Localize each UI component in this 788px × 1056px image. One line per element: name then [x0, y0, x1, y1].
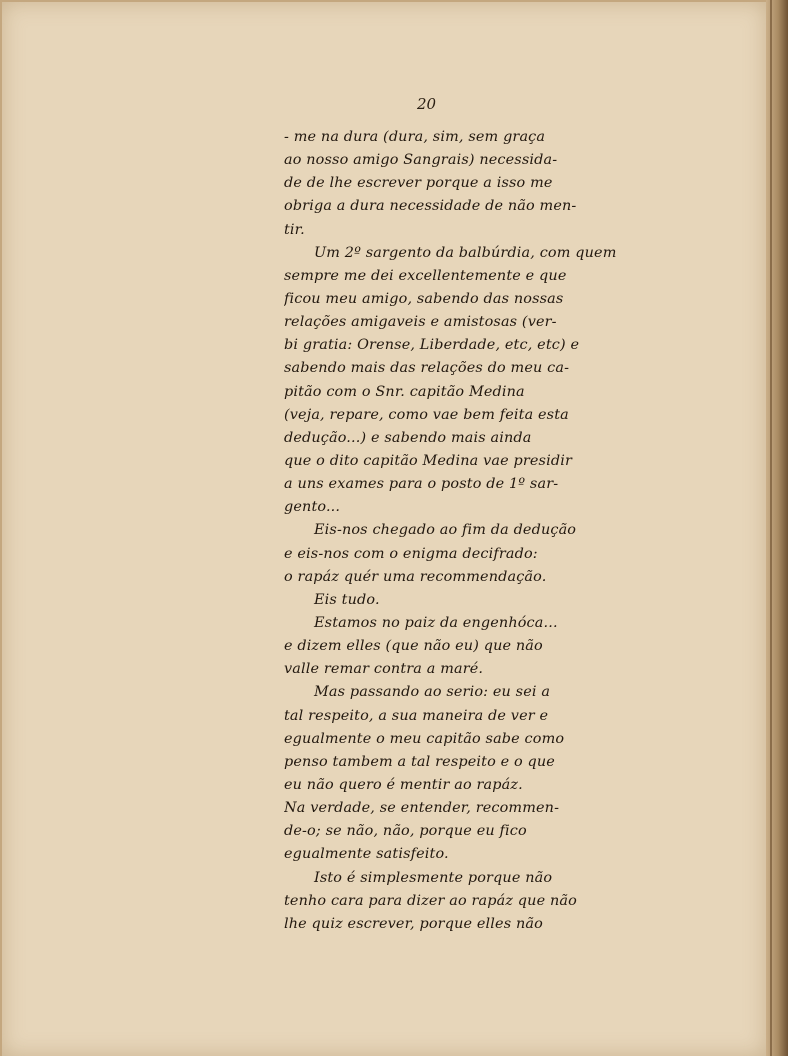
manuscript-page [2, 2, 766, 1056]
text-line: Estamos no paiz da engenhóca... [314, 614, 558, 631]
text-line: eu não quero é mentir ao rapáz. [284, 776, 523, 793]
text-line: pitão com o Snr. capitão Medina [284, 383, 525, 400]
text-line: o rapáz quér uma recommendação. [284, 568, 547, 585]
text-line: gento... [284, 499, 341, 516]
text-line: tenho cara para dizer ao rapáz que não [284, 892, 577, 909]
text-line: Na verdade, se entender, recommen- [284, 800, 560, 817]
handwritten-text [284, 126, 684, 936]
text-line: obriga a dura necessidade de não men- [284, 198, 577, 215]
text-line: valle remar contra a maré. [284, 661, 484, 678]
text-line: Mas passando ao serio: eu sei a [314, 684, 551, 701]
text-line: que o dito capitão Medina vae presidir [284, 452, 572, 469]
text-line: de-o; se não, não, porque eu fico [284, 823, 527, 840]
text-line: Um 2º sargento da balbúrdia, com quem [314, 244, 617, 261]
text-line: Eis tudo. [314, 591, 380, 608]
text-line: (veja, repare, como vae bem feita esta [284, 406, 569, 423]
text-line: tal respeito, a sua maneira de ver e [284, 707, 549, 724]
text-line: tir. [284, 221, 305, 238]
text-line: egualmente satisfeito. [284, 846, 449, 863]
text-line: Isto é simplesmente porque não [314, 869, 553, 886]
text-line: sabendo mais das relações do meu ca- [284, 360, 570, 377]
text-line: a uns exames para o posto de 1º sar- [284, 476, 559, 493]
text-line: dedução...) e sabendo mais ainda [284, 429, 532, 446]
text-line: bi gratia: Orense, Liberdade, etc, etc) e [284, 337, 580, 354]
text-line: - me na dura (dura, sim, sem graça [284, 129, 546, 145]
text-line: sempre me dei excellentemente e que [284, 267, 567, 284]
binding-line [770, 0, 772, 1056]
text-line: relações amigaveis e amistosas (ver- [284, 314, 557, 331]
text-line: penso tambem a tal respeito e o que [284, 753, 555, 770]
text-line: ao nosso amigo Sangrais) necessida- [284, 152, 558, 169]
text-line: Eis-nos chegado ao fim da dedução [314, 522, 577, 539]
text-line: e dizem elles (que não eu) que não [284, 638, 543, 655]
text-line: lhe quiz escrever, porque elles não [284, 915, 543, 932]
text-line: egualmente o meu capitão sabe como [284, 730, 565, 747]
page-number: 20 [417, 95, 437, 113]
text-line: e eis-nos com o enigma decifrado: [284, 545, 538, 562]
text-line: de de lhe escrever porque a isso me [284, 175, 553, 192]
text-line: ficou meu amigo, sabendo das nossas [284, 290, 564, 307]
